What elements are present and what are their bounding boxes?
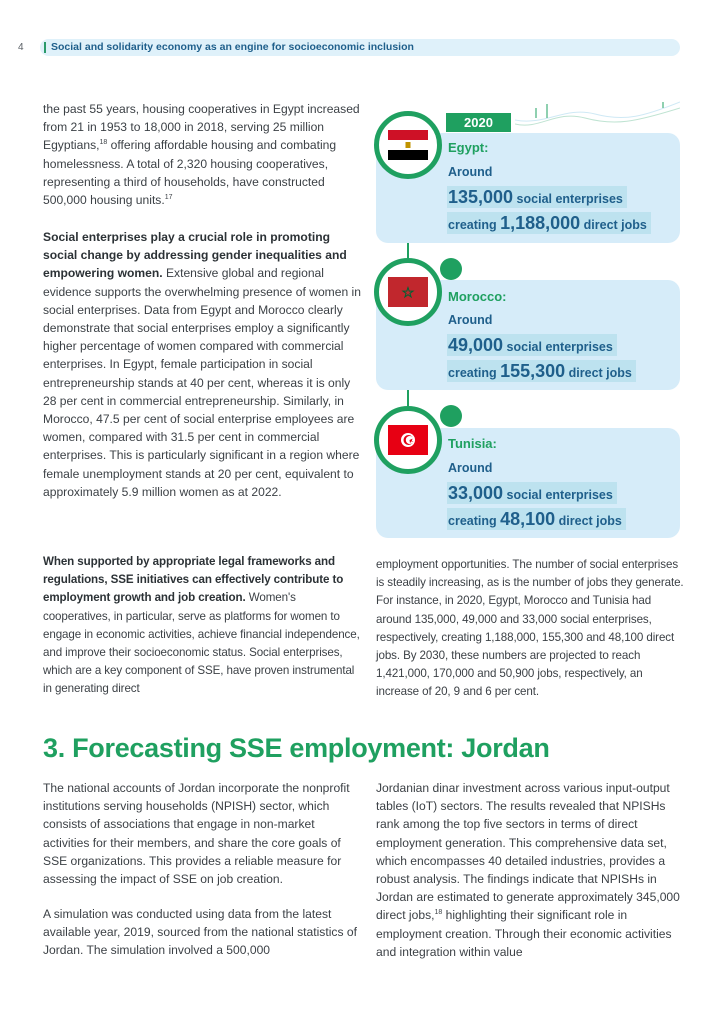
- p2-text: Extensive global and regional evidence supports the overwhelming presence of women in social enterprises. Data from Egypt and Morocco clearly demonstrate that social enterprises employ a significantly higher percentage of women compared with commercial enterprises. In Egypt, female participation in social entrepreneurship stands at 40 per cent, whereas it is only 28 per cent in commercial entrepreneurship. Similarly, in Morocco, 47.5 per cent of social enterprise employees are women, compared with 31.5 per cent in commercial enterprises. This is particularly significant in a region where female unemployment stands at 20 per cent, equivalent to approximately 5.9 million women as at 2022.: [43, 266, 361, 499]
- enterprises-suffix: social enterprises: [513, 192, 623, 206]
- tunisia-enterprises-stat: [447, 482, 617, 504]
- p7-text-b: highlighting their significant role in employment creation. Through their economic activities and integration within value: [376, 908, 672, 959]
- paragraph-housing-cooperatives: [43, 100, 361, 209]
- jobs-suffix: direct jobs: [565, 366, 632, 380]
- egypt-enterprises-stat: [447, 186, 627, 208]
- egypt-jobs-value: 1,188,000: [500, 213, 581, 233]
- footnote-ref: 17: [164, 193, 173, 201]
- morocco-enterprises-value: 49,000: [448, 335, 504, 355]
- tunisia-jobs-stat: [447, 508, 626, 530]
- morocco-flag-icon: [388, 277, 428, 307]
- p1-text-b: offering affordable housing and combating homelessness. A total of 2,320 housing cooperatives, representing a third of households, have constructed 500,000 housing units.: [43, 138, 337, 208]
- paragraph-simulation: A simulation was conducted using data from the latest available year, 2019, sourced from the national statistics of Jordan. The simulation involved a 500,000: [43, 907, 357, 958]
- morocco-enterprises-stat: [447, 334, 617, 356]
- morocco-around: Around: [448, 313, 493, 327]
- paragraph-investment-results: [376, 779, 686, 961]
- creating-prefix: creating: [448, 514, 501, 528]
- p1-text-a: the past 55 years, housing cooperatives in Egypt increased from 21 in 1953 to 18,000 in 2018, serving 25 million Egyptians,: [43, 102, 360, 153]
- timeline-dot-morocco: [440, 258, 462, 280]
- footnote-ref: 18: [99, 139, 108, 147]
- egypt-label: Egypt:: [448, 140, 489, 155]
- running-header-title: Social and solidarity economy as an engine for socioeconomic inclusion: [51, 41, 414, 53]
- p2-lead: Social enterprises play a crucial role in promoting social change by addressing gender inequalities and empowering women.: [43, 230, 347, 281]
- year-badge: 2020: [446, 113, 511, 132]
- tunisia-enterprises-value: 33,000: [448, 483, 504, 503]
- enterprises-suffix: social enterprises: [503, 340, 613, 354]
- enterprises-suffix: social enterprises: [503, 488, 613, 502]
- header-bar: [40, 39, 680, 56]
- jobs-suffix: direct jobs: [580, 218, 647, 232]
- morocco-jobs-value: 155,300: [500, 361, 566, 381]
- tunisia-flag-ring: [374, 406, 442, 474]
- paragraph-women-empowerment: [43, 228, 361, 501]
- jobs-suffix: direct jobs: [555, 514, 622, 528]
- header-accent: [44, 42, 46, 53]
- tunisia-around: Around: [448, 461, 493, 475]
- tunisia-jobs-value: 48,100: [500, 509, 556, 529]
- p7-text-a: Jordanian dinar investment across various input-output tables (IoT) sectors. The results revealed that NPISHs rank among the top five sectors in terms of direct employment generation. This comprehensive data set, which encompasses 40 detailed industries, provides a robust analysis. The findings indicate that NPISHs in Jordan are estimated to generate approximately 345,000 direct jobs,: [376, 781, 680, 923]
- paragraph-national-accounts: The national accounts of Jordan incorporate the nonprofit institutions serving households (NPISH) sector, which consists of associations that engage in non-market activities for their members, and share the core goals of SSE organizations. This provides a reliable measure for assessing the impact of SSE on job creation.: [43, 781, 350, 887]
- paragraph-legal-frameworks: [43, 553, 365, 699]
- p3-text: Women's cooperatives, in particular, serve as platforms for women to engage in economic activities, achieve financial independence, and improve their socioeconomic status. Social enterprises, which are a key component of SSE, have proven instrumental in generating direct: [43, 591, 360, 696]
- wave-decoration: [515, 100, 680, 132]
- p3-lead: When supported by appropriate legal frameworks and regulations, SSE initiatives can effectively contribute to employment growth and job creation.: [43, 555, 344, 605]
- egypt-enterprises-value: 135,000: [448, 187, 514, 207]
- paragraph-employment-opportunities: employment opportunities. The number of social enterprises is steadily increasing, as is the number of jobs they generate. For instance, in 2020, Egypt, Morocco and Tunisia had around 135,000, 49,000 and 33,000 social enterprises, respectively, creating 1,188,000, 155,300 and 48,100 direct jobs. By 2030, these numbers are projected to reach 1,421,000, 170,000 and 50,900 jobs, respectively, an increase of 20, 9 and 6 per cent.: [376, 558, 684, 699]
- egypt-around: Around: [448, 165, 493, 179]
- page-number: 4: [18, 42, 24, 53]
- morocco-jobs-stat: [447, 360, 636, 382]
- tunisia-label: Tunisia:: [448, 436, 497, 451]
- morocco-label: Morocco:: [448, 289, 507, 304]
- timeline-dot-tunisia: [440, 405, 462, 427]
- egypt-flag-ring: [374, 111, 442, 179]
- tunisia-flag-icon: [388, 425, 428, 455]
- egypt-jobs-stat: [447, 212, 651, 234]
- footnote-ref: 18: [434, 909, 443, 917]
- creating-prefix: creating: [448, 366, 501, 380]
- section-heading: 3. Forecasting SSE employment: Jordan: [43, 733, 550, 763]
- morocco-flag-ring: [374, 258, 442, 326]
- egypt-flag-icon: [388, 130, 428, 160]
- creating-prefix: creating: [448, 218, 501, 232]
